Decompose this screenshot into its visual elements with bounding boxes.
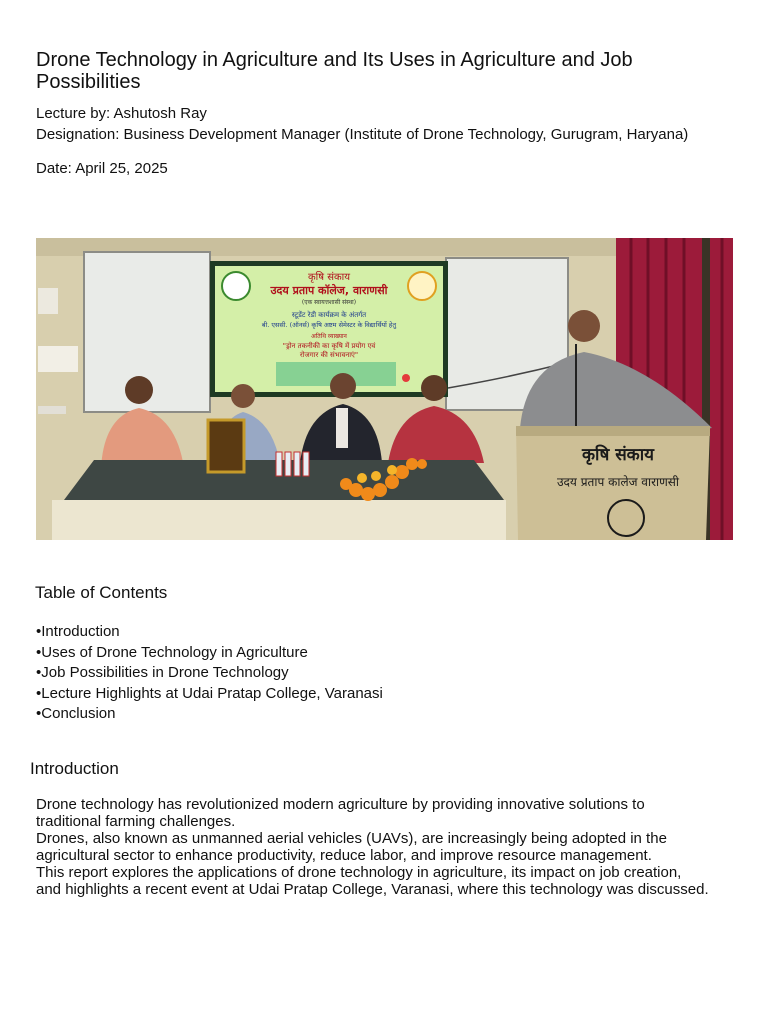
lecturer-line: Lecture by: Ashutosh Ray bbox=[36, 105, 207, 122]
date-line: Date: April 25, 2025 bbox=[36, 160, 168, 177]
toc-list bbox=[36, 622, 383, 725]
screen-line: रोजगार की संभावनाएं" bbox=[299, 351, 359, 359]
toc-item: • Uses of Drone Technology in Agriculture bbox=[36, 643, 383, 664]
event-photo bbox=[36, 238, 733, 540]
designation-line: Designation: Business Development Manager (Institute of Drone Technology, Gurugram, Haryana) bbox=[36, 126, 689, 143]
screen-line: बी. एससी. (ऑनर्स) कृषि अष्टम सेमेस्टर के विद्यार्थियों हेतु bbox=[261, 321, 397, 329]
screen-line: स्टूडेंट रेडी कार्यक्रम के अंतर्गत bbox=[291, 311, 367, 319]
toc-item: • Introduction bbox=[36, 622, 383, 643]
introduction-body bbox=[36, 796, 746, 898]
trophy bbox=[208, 420, 244, 472]
screen-line: अतिथि व्याख्यान bbox=[311, 333, 347, 340]
screen-line: उदय प्रताप कॉलेज, वाराणसी bbox=[270, 284, 388, 297]
introduction-line: and highlights a recent event at Udai Pratap College, Varanasi, where this technology was discussed. bbox=[36, 881, 709, 898]
screen-line: कृषि संकाय bbox=[307, 272, 351, 283]
podium-line: उदय प्रताप कालेज वाराणसी bbox=[556, 475, 680, 489]
toc-heading: Table of Contents bbox=[35, 583, 168, 602]
screen-line: (एक स्वायत्तशासी संस्था) bbox=[301, 299, 357, 306]
podium-line: कृषि संकाय bbox=[581, 445, 655, 465]
screen-line: "ड्रोन तकनीकी का कृषि में प्रयोग एवं bbox=[282, 342, 376, 350]
toc-item: • Conclusion bbox=[36, 704, 383, 725]
toc-item: • Job Possibilities in Drone Technology bbox=[36, 663, 383, 684]
introduction-line: traditional farming challenges. bbox=[36, 813, 236, 830]
introduction-line: Drones, also known as unmanned aerial vehicles (UAVs), are increasingly being adopted in the bbox=[36, 830, 667, 847]
toc-item: • Lecture Highlights at Udai Pratap College, Varanasi bbox=[36, 684, 383, 705]
introduction-line: agricultural sector to enhance productivity, reduce labor, and improve resource management. bbox=[36, 847, 652, 864]
introduction-line: Drone technology has revolutionized modern agriculture by providing innovative solutions to bbox=[36, 796, 645, 813]
document-title: Drone Technology in Agriculture and Its Uses in Agriculture and Job Possibilities bbox=[36, 49, 633, 93]
table-top bbox=[64, 460, 504, 500]
introduction-line: This report explores the applications of drone technology in agriculture, its impact on job creation, bbox=[36, 864, 682, 881]
introduction-heading: Introduction bbox=[30, 759, 119, 778]
